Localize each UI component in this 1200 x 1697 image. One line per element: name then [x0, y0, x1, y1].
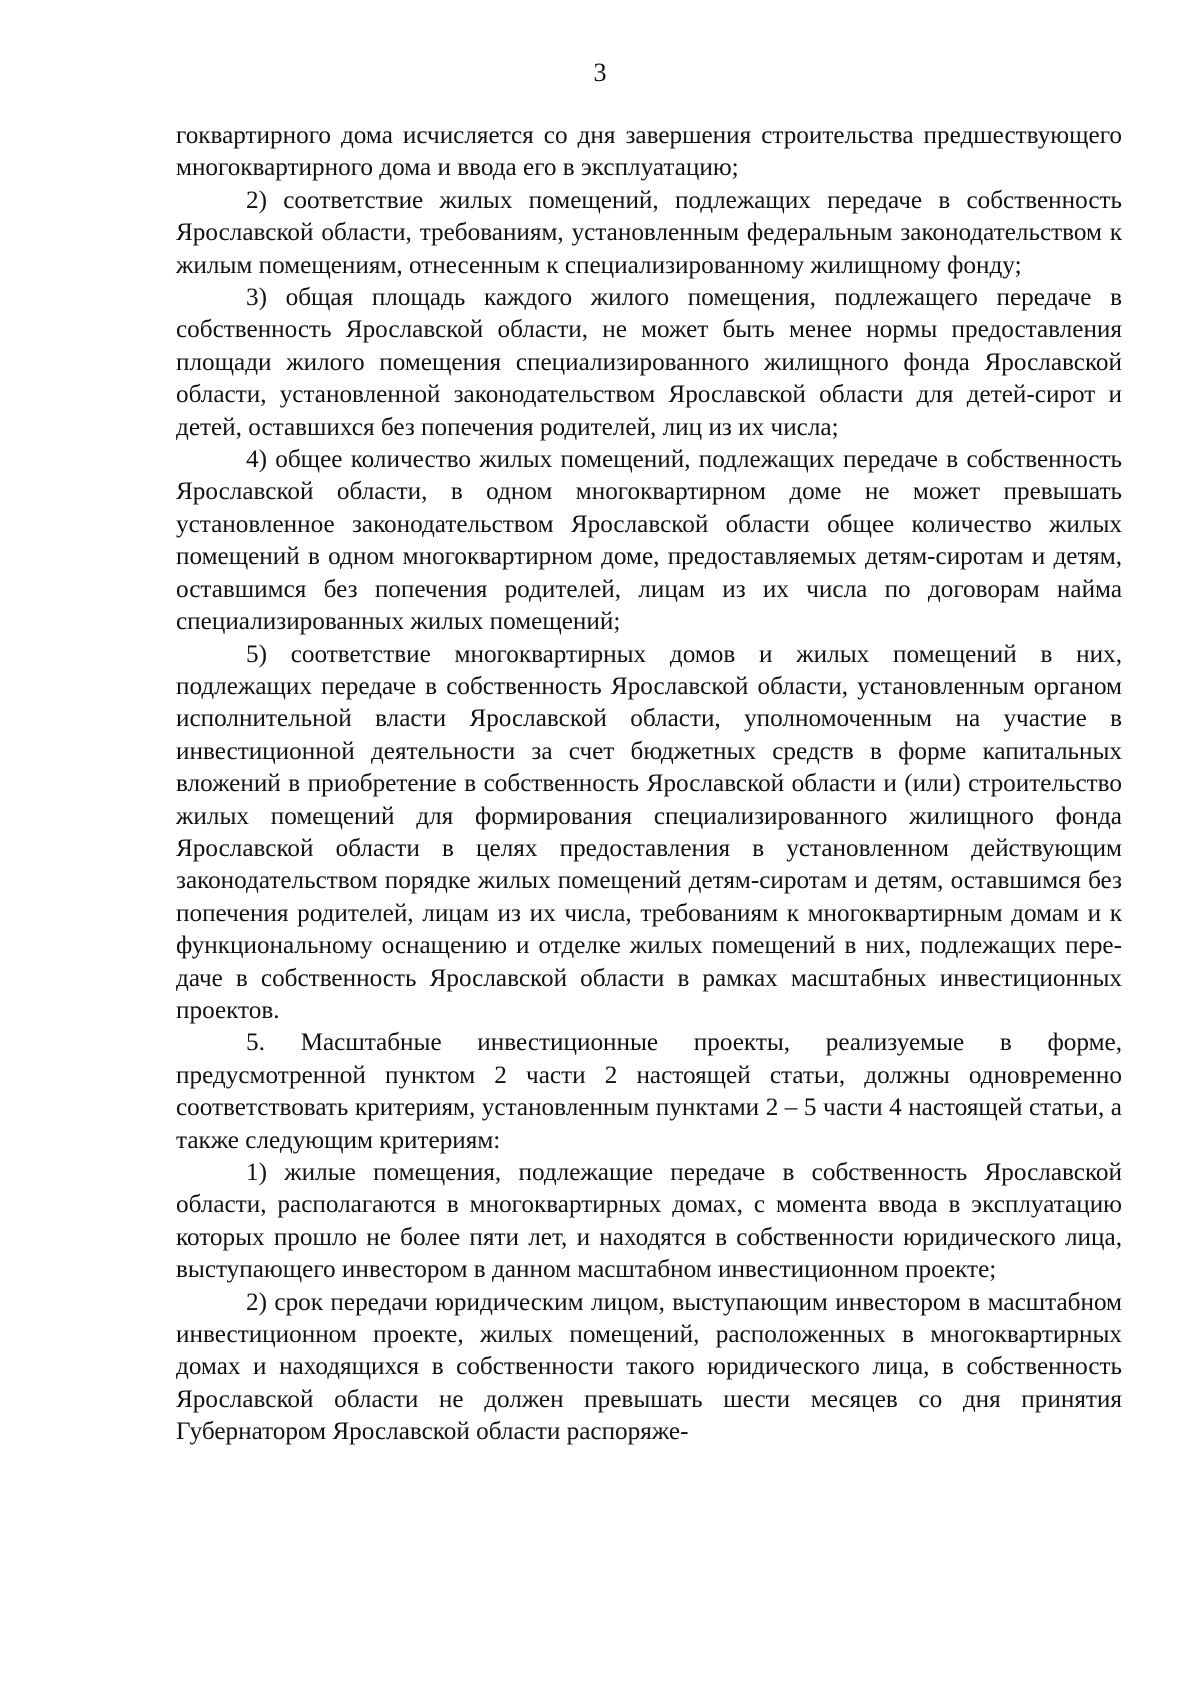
document-body	[176, 120, 1122, 1449]
paragraph-subitem-1: 1) жилые помещения, подлежащие передаче в собственность Ярославской области, располагаются в многоквартирных домах, с момента ввода в эксплуатацию которых прошло не более пяти лет, и находятся в собственности юридического лица, выступающего инвестором в данном масштабном инвестиционном проекте;	[176, 1159, 1122, 1284]
paragraph-subitem-2: 2) срок передачи юридическим лицом, выступающим инвестором в масштабном инвестиционном проекте, жилых помещений, расположенных в многоквартирных домах и находящихся в собственности такого юридического лица, в собственность Ярославской области не должен превышать шести месяцев со дня принятия Губернатором Ярославской области распоряже-	[176, 1288, 1122, 1446]
page-number: 3	[593, 58, 607, 87]
paragraph-item-5: 5) соответствие многоквартирных домов и жилых помещений в них, подлежащих передаче в собственность Ярославской области, установленным органом исполнительной власти Ярославской области, уполномоченным на участие в инвестиционной деятельности за счет бюджетных средств в форме капитальных вложений в приобретение в собственность Ярославской области и (или) строительство жилых помещений для формирования специализированного жилищного фонда Ярославской области в целях предоставления в установленном действующим законодательством порядке жилых помещений детям-сиротам и детям, оставшимся без попечения родителей, лицам из их числа, требованиям к многоквартирным домам и к функциональному оснащению и отделке жилых помещений в них, подлежащих передаче в собственность Ярославской области в рамках масштабных инвестиционных проектов.	[176, 640, 1122, 1024]
paragraph-item-2: 2) соответствие жилых помещений, подлежащих передаче в собственность Ярославской области, требованиям, установленным федеральным законодательством к жилым помещениям, отнесенным к специализированному жилищному фонду;	[176, 186, 1122, 279]
paragraph-continuation: гоквартирного дома исчисляется со дня завершения строительства предшествующего многоквартирного дома и ввода его в эксплуатацию;	[176, 122, 1122, 182]
paragraph-item-3: 3) общая площадь каждого жилого помещения, подлежащего передаче в собственность Ярославской области, не может быть менее нормы предоставления площади жилого помещения специализированного жилищного фонда Ярославской области, установленной законодательством Ярославской области для детей-сирот и детей, оставшихся без попечения родителей, лиц из их числа;	[176, 284, 1122, 441]
paragraph-item-4: 4) общее количество жилых помещений, подлежащих передаче в собственность Ярославской области, в одном многоквартирном доме не может превышать установленное законодательством Ярославской области общее количество жилых помещений в одном многоквартирном доме, предоставляемых детям-сиротам и детям, оставшимся без попечения родителей, лицам из их числа по договорам найма специализированных жилых помещений;	[176, 446, 1122, 636]
paragraph-section-5: 5. Масштабные инвестиционные проекты, реализуемые в форме, предусмотренной пунктом 2 части 2 настоящей статьи, должны одновременно соответствовать критериям, установленным пунктами 2 – 5 части 4 настоящей статьи, а также следующим критериям:	[176, 1029, 1122, 1154]
